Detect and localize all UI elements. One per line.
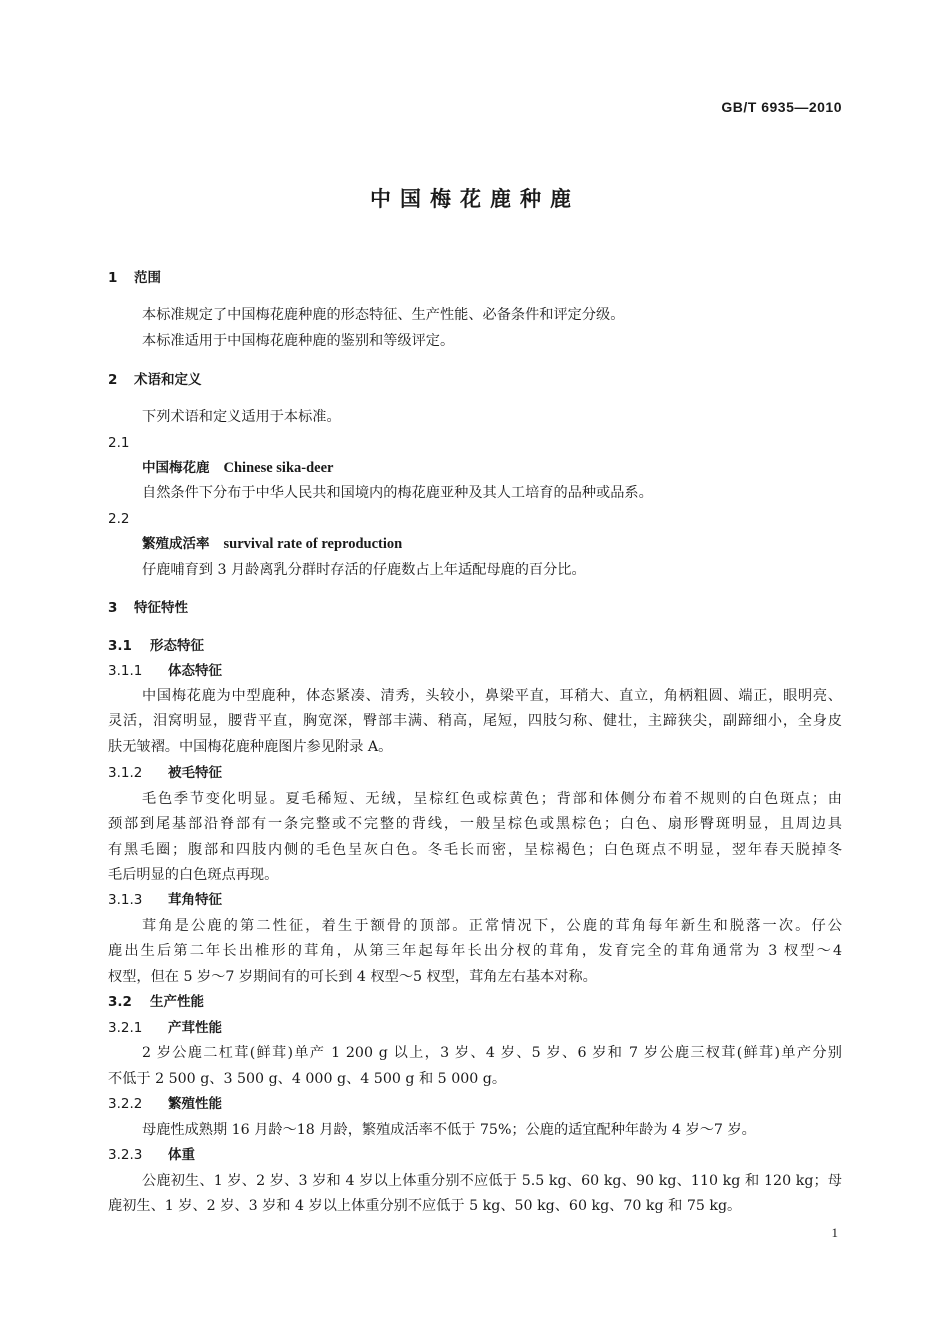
section-label: 体态特征: [168, 663, 222, 679]
subsection-3-1-heading: [108, 636, 842, 657]
section-label: 体重: [168, 1147, 195, 1163]
subsection-3-2-2-heading: [108, 1094, 842, 1115]
section-1-heading: [108, 268, 842, 289]
subsection-3-2-heading: [108, 992, 842, 1013]
paragraph-line: 中国梅花鹿为中型鹿种，体态紧凑、清秀，头较小，鼻梁平直，耳稍大、直立，角柄粗圆、端正，眼明亮、: [142, 688, 842, 704]
paragraph-line: 杈型，但在 5 岁～7 岁期间有的可长到 4 杈型～5 杈型，茸角左右基本对称。: [108, 969, 597, 985]
paragraph: 下列术语和定义适用于本标准。: [142, 409, 341, 425]
paragraph-line: 公鹿初生、1 岁、2 岁、3 岁和 4 岁以上体重分别不应低于 5.5 kg、60 kg、90 kg、110 kg 和 120 kg；母: [142, 1173, 842, 1189]
term-2-1-title: [142, 458, 842, 479]
subsection-3-2-3-heading: [108, 1145, 842, 1166]
paragraph: 本标准适用于中国梅花鹿种鹿的鉴别和等级评定。: [142, 333, 455, 349]
section-label: 特征特性: [134, 600, 188, 616]
section-number: 3: [108, 600, 118, 616]
subsection-3-1-2-heading: [108, 763, 842, 784]
paragraph-line: 颈部到尾基部沿脊部有一条完整或不完整的背线，一般呈棕色或黑棕色；白色、扇形臀斑明显，且周边具: [108, 816, 842, 832]
term-definition: 自然条件下分布于中华人民共和国境内的梅花鹿亚种及其人工培育的品种或品系。: [142, 485, 653, 501]
section-label: 被毛特征: [168, 765, 222, 781]
paragraph-line: 茸角是公鹿的第二性征，着生于额骨的顶部。正常情况下，公鹿的茸角每年新生和脱落一次。仔公: [142, 918, 842, 934]
term-chinese: 繁殖成活率: [142, 536, 210, 552]
term-english: survival rate of reproduction: [223, 536, 403, 552]
paragraph-line: 鹿初生、1 岁、2 岁、3 岁和 4 岁以上体重分别不应低于 5 kg、50 kg、60 kg、70 kg 和 75 kg。: [108, 1198, 742, 1214]
section-number: 3.2.2: [108, 1096, 143, 1112]
term-2-1-number: 2.1: [108, 435, 130, 451]
section-3-heading: [108, 598, 842, 619]
subsection-3-1-3-heading: [108, 890, 842, 911]
standard-code: GB/T 6935—2010: [721, 99, 842, 115]
section-number: 3.2.1: [108, 1020, 143, 1036]
term-english: Chinese sika-deer: [223, 460, 334, 476]
section-label: 繁殖性能: [168, 1096, 222, 1112]
section-label: 生产性能: [150, 994, 204, 1010]
subsection-3-2-1-heading: [108, 1018, 842, 1039]
paragraph-line: 有黑毛圈；腹部和四肢内侧的毛色呈灰白色。冬毛长而密，呈棕褐色；白色斑点不明显，翌年春天脱掉冬: [108, 842, 842, 858]
section-number: 3.1.2: [108, 765, 143, 781]
paragraph-line: 毛色季节变化明显。夏毛稀短、无绒，呈棕红色或棕黄色；背部和体侧分布着不规则的白色斑点；由: [142, 791, 842, 807]
paragraph-line: 母鹿性成熟期 16 月龄～18 月龄，繁殖成活率不低于 75%；公鹿的适宜配种年龄为 4 岁～7 岁。: [142, 1122, 756, 1138]
paragraph-line: 不低于 2 500 g、3 500 g、4 000 g、4 500 g 和 5 000 g。: [108, 1071, 507, 1087]
subsection-3-1-1-heading: [108, 661, 842, 682]
section-number: 3.1: [108, 638, 132, 654]
section-number: 3.1.1: [108, 663, 143, 679]
section-number: 3.2: [108, 994, 132, 1010]
paragraph: 本标准规定了中国梅花鹿种鹿的形态特征、生产性能、必备条件和评定分级。: [142, 307, 625, 323]
paragraph-line: 鹿出生后第二年长出椎形的茸角，从第三年起每年长出分杈的茸角，发育完全的茸角通常为 3 杈型～4: [108, 943, 842, 959]
term-2-2-number: 2.2: [108, 511, 130, 527]
paragraph-line: 肤无皱褶。中国梅花鹿种鹿图片参见附录 A。: [108, 739, 393, 755]
paragraph-line: 灵活，泪窝明显，腰背平直，胸宽深，臀部丰满、稍高，尾短，四肢匀称、健壮，主蹄狭尖，副蹄细小，全身皮: [108, 713, 842, 729]
paragraph-line: 2 岁公鹿二杠茸(鲜茸)单产 1 200 g 以上，3 岁、4 岁、5 岁、6 岁和 7 岁公鹿三杈茸(鲜茸)单产分别: [142, 1045, 842, 1061]
section-number: 1: [108, 270, 118, 286]
section-label: 形态特征: [150, 638, 204, 654]
section-2-heading: [108, 370, 842, 391]
page-number: 1: [831, 1225, 838, 1240]
section-label: 范围: [134, 270, 161, 286]
section-label: 茸角特征: [168, 892, 222, 908]
section-number: 2: [108, 372, 118, 388]
term-2-2-title: [142, 534, 842, 555]
term-chinese: 中国梅花鹿: [142, 460, 210, 476]
section-number: 3.2.3: [108, 1147, 143, 1163]
paragraph-line: 毛后明显的白色斑点再现。: [108, 867, 279, 883]
section-number: 3.1.3: [108, 892, 143, 908]
document-title: 中国梅花鹿种鹿: [370, 187, 580, 211]
term-definition: 仔鹿哺育到 3 月龄离乳分群时存活的仔鹿数占上年适配母鹿的百分比。: [142, 562, 586, 578]
section-label: 术语和定义: [134, 372, 202, 388]
section-label: 产茸性能: [168, 1020, 222, 1036]
